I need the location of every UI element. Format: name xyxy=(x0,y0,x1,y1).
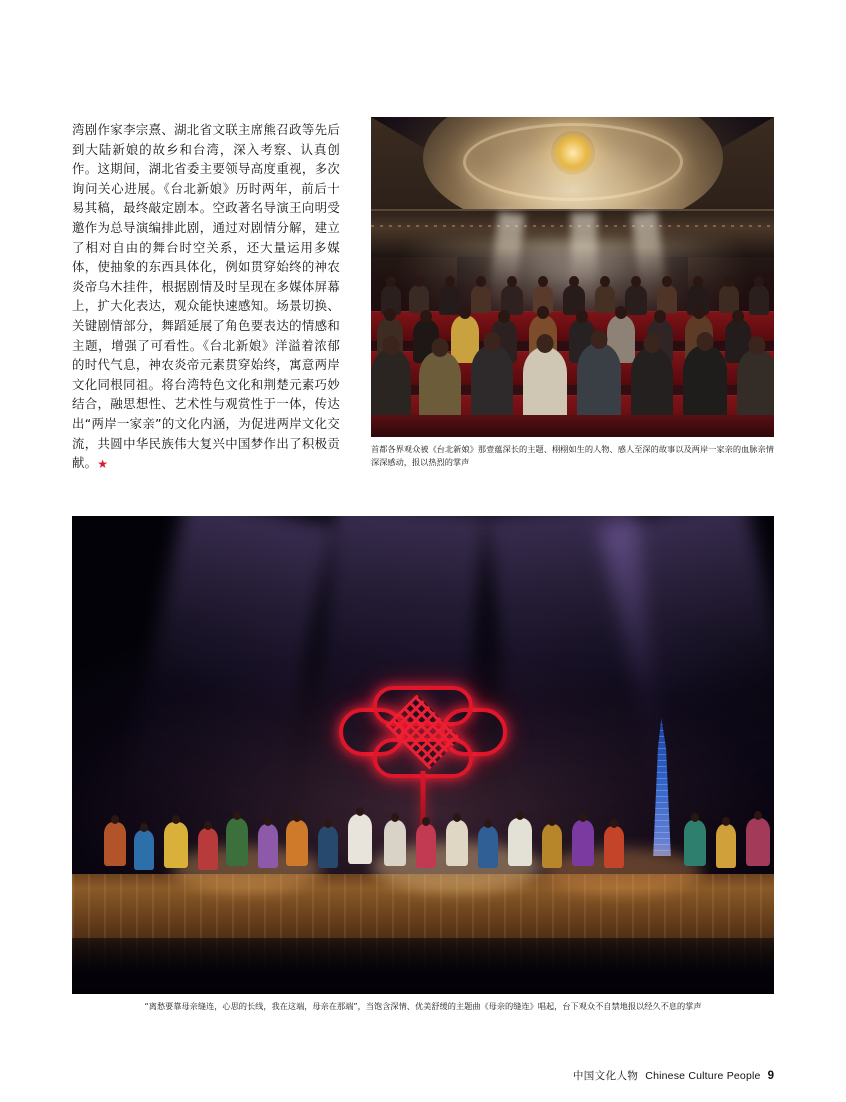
performer xyxy=(384,820,406,866)
performer xyxy=(226,818,248,866)
performer-head xyxy=(548,817,556,826)
audience-head xyxy=(662,276,672,287)
article-body-text xyxy=(72,120,340,473)
audience-area xyxy=(371,247,774,437)
audience-member xyxy=(419,351,461,423)
performer xyxy=(318,826,338,868)
stage-performance-photo xyxy=(72,516,774,994)
audience-head xyxy=(600,276,610,287)
audience-member xyxy=(737,349,774,423)
performer-head xyxy=(356,807,364,816)
audience-member xyxy=(631,347,673,423)
audience-member xyxy=(371,349,411,423)
performer xyxy=(104,822,126,866)
performer xyxy=(684,820,706,866)
audience-head xyxy=(383,336,400,355)
page-footer xyxy=(573,1068,774,1083)
audience-member xyxy=(625,285,647,315)
performer-head xyxy=(204,821,212,830)
audience-head xyxy=(432,338,449,357)
performer xyxy=(446,820,468,866)
performer-lead-singer xyxy=(348,814,372,864)
audience-head xyxy=(732,310,744,323)
performer-head xyxy=(264,817,272,826)
stage-scene xyxy=(72,516,774,994)
audience-member xyxy=(683,345,727,423)
audience-head xyxy=(386,276,396,287)
stage-apron-and-audience-silhouette xyxy=(72,938,774,994)
audience-member xyxy=(577,343,621,423)
performer xyxy=(416,824,436,868)
audience-head xyxy=(414,276,424,287)
audience-head xyxy=(644,334,661,353)
audience-head xyxy=(507,276,517,287)
performer xyxy=(542,824,562,868)
audience-head xyxy=(754,276,764,287)
performer xyxy=(478,826,498,868)
audience-head xyxy=(724,276,734,287)
aisle-carpet xyxy=(371,415,774,437)
audience-member xyxy=(749,285,769,315)
page-number: 9 xyxy=(767,1070,774,1082)
performer-head xyxy=(754,811,762,820)
performer-head xyxy=(484,819,492,828)
audience-head xyxy=(538,276,548,287)
performer-head xyxy=(293,813,301,822)
footer-title-cn: 中国文化人物 xyxy=(572,1070,639,1082)
performer-head xyxy=(422,817,430,826)
performer xyxy=(746,818,770,866)
performer-head xyxy=(391,813,399,822)
audience-member xyxy=(523,347,567,423)
audience-head xyxy=(697,332,714,351)
audience-member xyxy=(719,285,739,313)
theatre-audience-caption: 首都各界观众被《台北新娘》那壹蕴深长的主题、栩栩如生的人物、感人至深的故事以及两岸一家亲的血脉亲情深深感动，报以热烈的掌声 xyxy=(371,444,774,467)
auditorium-scene xyxy=(371,117,774,437)
audience-head xyxy=(420,310,432,323)
chinese-knot-motif xyxy=(339,686,507,778)
performer-head xyxy=(722,817,730,826)
audience-head xyxy=(576,310,588,323)
audience-member xyxy=(471,285,491,313)
hall-ceiling-star xyxy=(551,131,595,175)
audience-head xyxy=(615,306,627,319)
performer-head xyxy=(516,811,524,820)
performer-head xyxy=(172,815,180,824)
audience-head xyxy=(459,306,471,319)
performer xyxy=(134,830,154,870)
performer-head xyxy=(610,819,618,828)
audience-head xyxy=(537,334,554,353)
performer xyxy=(164,822,188,868)
performer xyxy=(286,820,308,866)
audience-member xyxy=(439,285,461,315)
audience-head xyxy=(693,306,705,319)
stage-performance-caption: “离愁要靠母亲缝连，心思的长线，我在这端，母亲在那端”，当饱含深情、优美舒缓的主题曲《母亲的缝连》唱起，台下观众不自禁地报以经久不息的掌声 xyxy=(144,1001,702,1011)
audience-member xyxy=(471,345,513,423)
performer xyxy=(258,824,278,868)
audience-head xyxy=(591,330,608,349)
audience-head xyxy=(384,308,396,321)
article-paragraph: 湾剧作家李宗熹、湖北省文联主席熊召政等先后到大陆新娘的故乡和台湾，深入考察、认真创作。这期间，湖北省委主要领导高度重视，多次询问关心进展。《台北新娘》历时两年，前后十易其稿，最终敲定剧本。空政著名导演王向明受邀作为总导演编排此剧，通过对剧情分解，建立了相对自由的舞台时空关系，还大量运用多媒体，使抽象的东西具体化，例如贯穿始终的神农炎帝乌木挂件，根据剧情及时呈现在多媒体屏幕上，扩大化表达，观众能快速感知。场景切换、关键剧情部分，舞蹈延展了角色要表达的情感和主题，增强了可看性。《台北新娘》洋溢着浓郁的时代气息，神农炎帝元素贯穿始终，寓意两岸文化同根同祖。将台湾特色文化和荆楚元素巧妙结合，融思想性、艺术性与观赏性于一体，传达出“两岸一家亲”的文化内涵，为促进两岸文化交流，共圆中华民族伟大复兴中国梦作出了积极贡献。 xyxy=(72,122,340,471)
performer xyxy=(508,818,532,866)
article-end-mark: ★ xyxy=(97,457,109,472)
stage-light-beam xyxy=(120,516,333,838)
audience-head xyxy=(498,310,510,323)
audience-head xyxy=(476,276,486,287)
audience-head xyxy=(445,276,455,287)
performer-head xyxy=(453,813,461,822)
footer-title-en: Chinese Culture People xyxy=(645,1070,761,1082)
stage-light-beam xyxy=(308,516,485,832)
performer xyxy=(716,824,736,868)
audience-member xyxy=(595,285,615,313)
performer-head xyxy=(691,813,699,822)
audience-head xyxy=(537,306,549,319)
performer-head xyxy=(579,813,587,822)
audience-head xyxy=(693,276,703,287)
performer-head xyxy=(324,819,332,828)
article-column xyxy=(72,120,340,473)
performer xyxy=(604,826,624,868)
performer-head xyxy=(111,815,119,824)
performer xyxy=(572,820,594,866)
audience-head xyxy=(631,276,641,287)
performer-head xyxy=(233,811,241,820)
audience-head xyxy=(749,336,766,355)
theatre-audience-photo xyxy=(371,117,774,437)
audience-head xyxy=(569,276,579,287)
audience-head xyxy=(654,310,666,323)
performer-head xyxy=(140,823,148,832)
audience-member xyxy=(409,285,429,313)
audience-head xyxy=(484,332,501,351)
performer xyxy=(198,828,218,870)
audience-member xyxy=(657,285,677,313)
